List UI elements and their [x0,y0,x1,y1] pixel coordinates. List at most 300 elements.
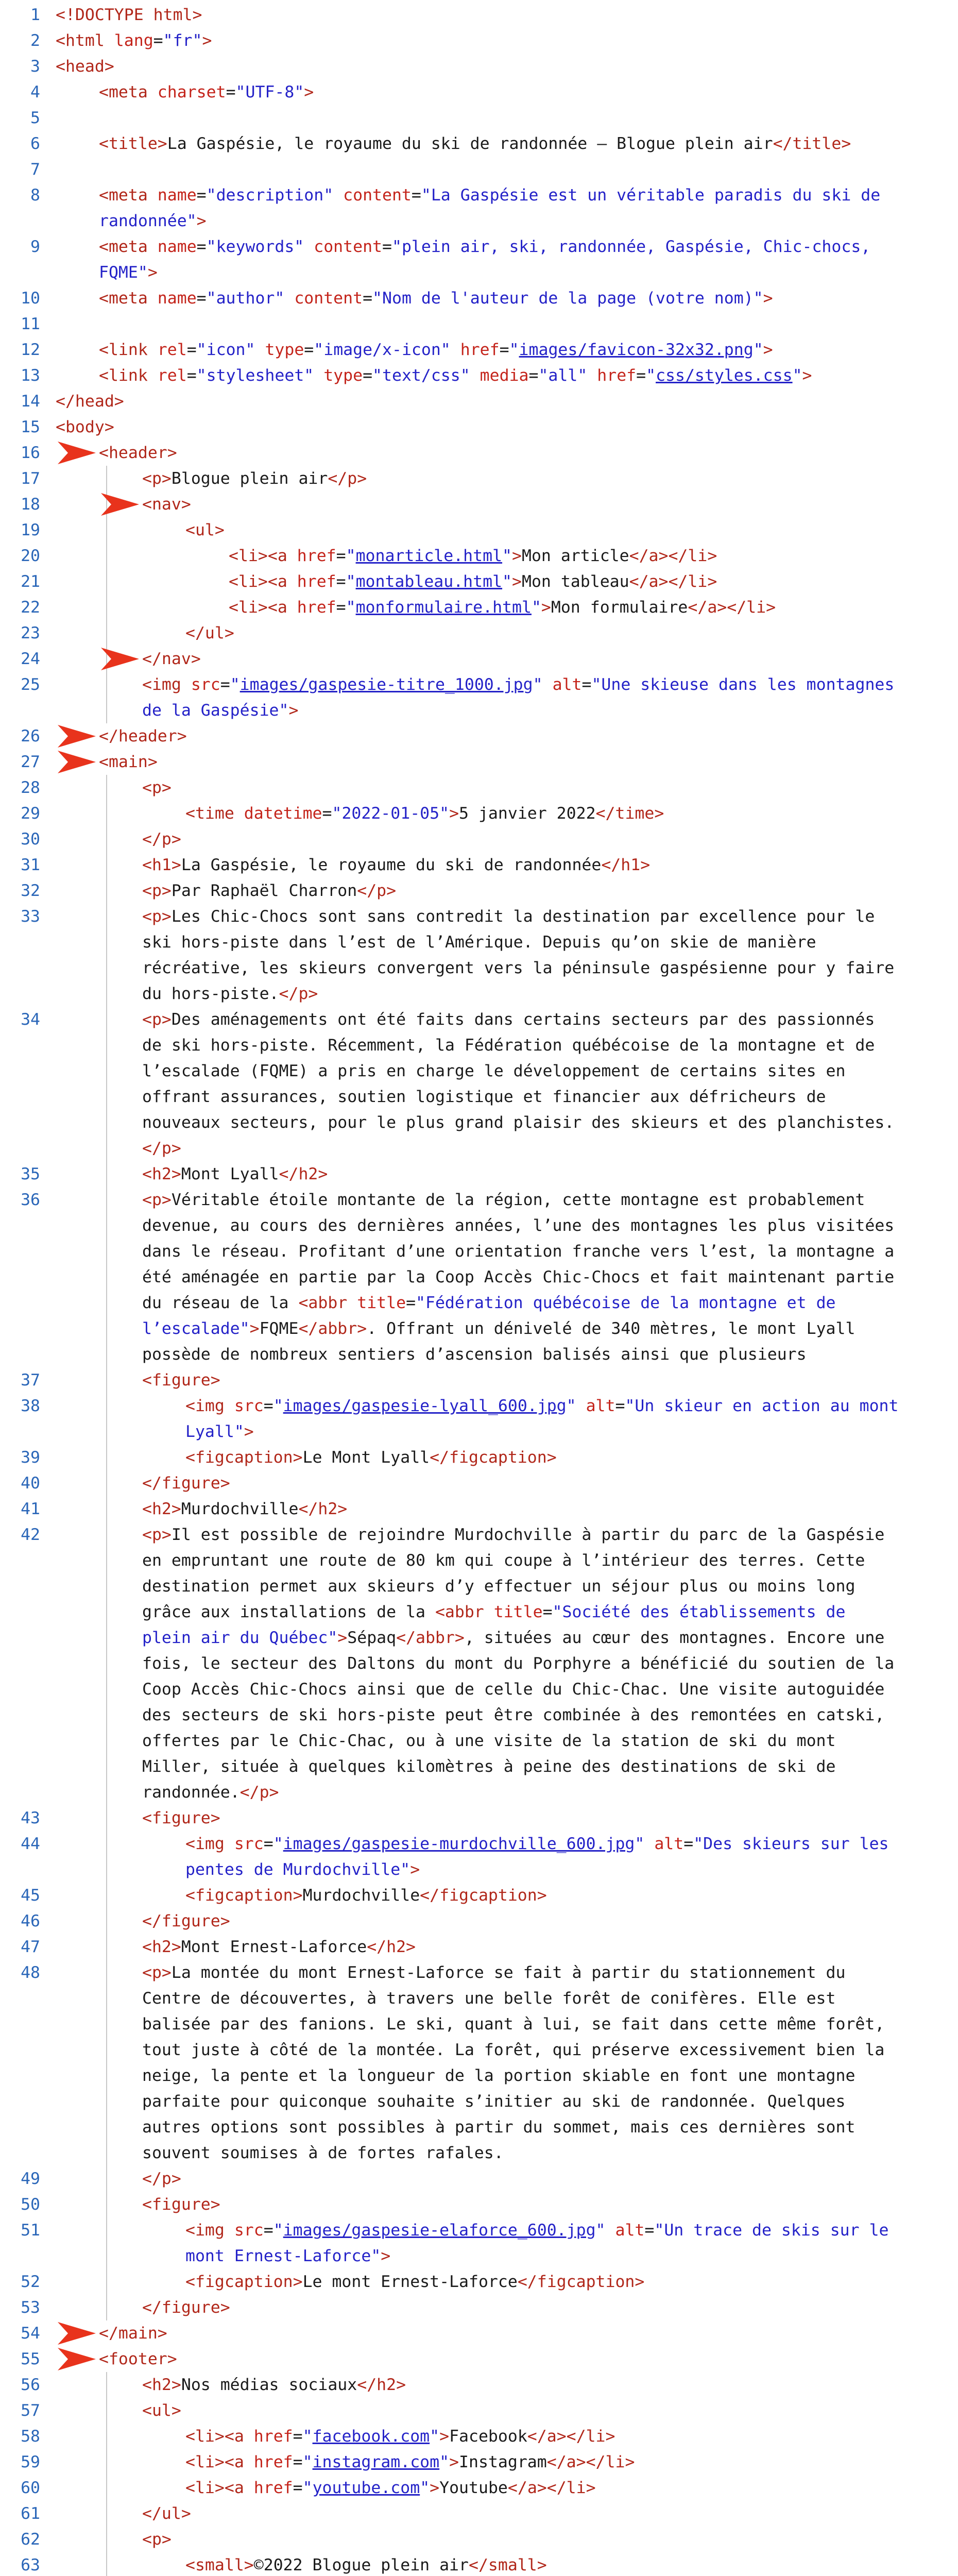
code-line-34 [0,1007,958,1032]
line-number: 11 [21,315,40,333]
line-number: 22 [21,598,40,617]
code-token: " [430,2427,440,2446]
code-token: <figcaption> [185,1886,303,1905]
code-token: <h1> [142,856,181,874]
line-number: 4 [30,83,40,101]
code-token: > [337,1629,348,1647]
code-line-wrap [0,260,958,285]
code-token: " [533,675,553,694]
line-number: 32 [21,882,40,900]
code-token: </main> [99,2324,167,2343]
code-line-63 [0,2552,958,2576]
code-token: = [581,675,592,694]
code-token: en empruntant une route de 80 km qui coupe à l’intérieur des terres. Cette [142,1551,865,1570]
code-line-33 [0,904,958,929]
code-text [185,2217,889,2243]
line-number: 40 [21,1474,40,1493]
code-token: <p> [142,1526,172,1544]
code-token: devenue, au cours des dernières années, l’une des montagnes les plus visitées [142,1216,895,1235]
code-token: "Des skieurs sur les [693,1835,889,1853]
line-number: 31 [21,856,40,874]
code-token: </p> [142,1139,181,1158]
code-text [142,2063,855,2089]
code-text [142,1960,845,1986]
code-token[interactable]: montableau.html [355,572,503,591]
code-text [142,2166,181,2192]
code-token: href [597,366,637,385]
code-text [142,929,816,955]
code-token: title [357,1294,406,1312]
line-number: 60 [21,2479,40,2497]
code-token: Murdochville [302,1886,420,1905]
code-token: <title> [99,134,167,153]
code-token: </h2> [367,1938,416,1956]
code-token: " [420,2479,430,2497]
line-number: 63 [21,2556,40,2574]
code-token: = [615,1397,625,1415]
code-token[interactable]: monformulaire.html [355,598,532,617]
line-number: 56 [21,2376,40,2394]
arrow-header-open-icon [57,437,98,468]
line-number: 39 [21,1448,40,1467]
line-number: 15 [21,418,40,436]
code-text [229,569,717,595]
code-text [185,2552,547,2576]
code-token: = [336,598,346,617]
code-text [142,1805,220,1831]
code-text [142,1754,836,1780]
code-token: neige, la pente et la longueur de la portion skiable en font une montagne [142,2066,856,2085]
code-text [142,1599,846,1625]
code-token[interactable]: images/gaspesie-elaforce_600.jpg [283,2221,596,2240]
code-line-42 [0,1522,958,1548]
code-token: <ul> [142,2401,181,2420]
code-text [142,852,650,878]
code-line-32 [0,878,958,904]
code-token: <time [185,804,244,823]
code-token: Lyall" [185,1422,244,1441]
code-token: <p> [142,1963,172,1982]
code-token: , situées au cœur des montagnes. Encore une [464,1629,885,1647]
code-token: = [293,2427,303,2446]
code-token[interactable]: youtube.com [312,2479,420,2497]
line-number: 38 [21,1397,40,1415]
code-line-60 [0,2475,958,2501]
code-token: = [293,2479,303,2497]
code-text [142,1651,894,1676]
code-text [142,1239,894,1264]
code-text [142,2192,220,2217]
line-number: 34 [21,1010,40,1029]
line-number: 13 [21,366,40,385]
code-token: "description" [206,186,344,205]
code-token: randonnée. [142,1783,240,1802]
code-token: <li><a [185,2479,254,2497]
code-token[interactable]: instagram.com [312,2453,440,2471]
code-token: " [439,2453,450,2471]
line-number: 23 [21,624,40,642]
code-line-wrap [0,981,958,1007]
code-token: " [792,366,802,385]
code-line-54 [0,2320,958,2346]
code-token: <h2> [142,2376,181,2394]
code-token: Mon tableau [521,572,629,591]
code-token: content [343,186,412,205]
code-text [99,79,314,105]
code-token: Miller, située à quelques kilomètres à peine des destinations de ski de [142,1757,836,1776]
code-token: </ul> [185,624,234,642]
code-line-46 [0,1908,958,1934]
code-token: de ski hors-piste. Récemment, la Fédération québécoise de la montagne et de [142,1036,875,1055]
code-token: </small> [469,2556,547,2574]
line-number: 25 [21,675,40,694]
code-line-wrap [0,1342,958,1364]
code-line-1 [0,2,958,28]
code-line-25 [0,672,958,698]
code-token: title [493,1603,543,1621]
code-text [185,620,234,646]
code-text [142,826,181,852]
code-line-30 [0,826,958,852]
code-token: <meta [99,186,158,205]
code-text [142,1058,845,1084]
code-token[interactable]: images/gaspesie-titre_1000.jpg [239,675,533,694]
code-token: <meta [99,83,158,101]
code-text [185,1393,898,1419]
code-line-48 [0,1960,958,1986]
code-token[interactable]: images/favicon-32x32.png [519,341,754,359]
code-token: <img [185,2221,234,2240]
code-token: name [157,186,197,205]
code-line-37 [0,1367,958,1393]
code-text [142,2527,172,2552]
code-token: = [186,366,197,385]
code-token: " [646,366,656,385]
code-text [99,723,187,749]
code-text [142,1728,836,1754]
code-token: </h2> [357,2376,406,2394]
code-token: <p> [142,882,172,900]
code-token: "image/x-icon" [314,341,460,359]
code-token: <p> [142,907,172,926]
code-token: > [410,1860,420,1879]
line-number: 10 [21,289,40,308]
code-line-wrap [0,1419,958,1445]
code-text [99,440,177,466]
code-token: = [186,341,197,359]
code-text [99,208,207,234]
code-token: du hors-piste. [142,985,279,1003]
code-text [142,1367,220,1393]
code-line-18 [0,492,958,517]
code-token: récréative, les skieurs convergent vers la péninsule gaspésienne pour y faire [142,959,895,977]
code-token: href [253,2427,293,2446]
code-text [142,2011,884,2037]
code-token: <figure> [142,2195,220,2214]
code-line-wrap [0,208,958,234]
code-line-50 [0,2192,958,2217]
code-token: " [509,341,519,359]
code-token: </h2> [298,1500,348,1518]
code-token: " [502,572,512,591]
code-text [142,646,201,672]
code-token: rel [157,341,187,359]
code-line-28 [0,775,958,801]
code-token: = [411,186,421,205]
code-token: name [157,238,197,256]
code-token: l’escalade (FQME) a pris en charge le développement de certains sites en [142,1062,846,1080]
code-token: <abbr [298,1294,357,1312]
code-text [142,955,894,981]
code-token: des secteurs de ski hors-piste peut être combinée à des remontées en catski, [142,1706,885,1724]
code-token: "Nom de l'auteur de la page (votre nom)" [372,289,763,308]
code-token[interactable]: facebook.com [312,2427,430,2446]
code-token: <!DOCTYPE html> [56,6,202,24]
code-text [142,1187,865,1213]
line-number: 14 [21,392,40,411]
line-number: 21 [21,572,40,591]
code-token: src [234,2221,264,2240]
code-text [142,1032,875,1058]
line-number: 20 [21,547,40,565]
code-token: souvent soumises à de fortes rafales. [142,2144,504,2162]
line-number: 45 [21,1886,40,1905]
code-token: nouveaux secteurs, pour le plus grand plaisir des skieurs et des planchistes. [142,1113,895,1132]
code-line-20 [0,543,958,569]
code-token[interactable]: css/styles.css [656,366,793,385]
code-text [185,1883,547,1908]
code-token: FQME [259,1319,299,1338]
code-line-53 [0,2295,958,2320]
code-line-4 [0,79,958,105]
line-number: 37 [21,1371,40,1389]
code-token: "Un skieur en action au mont [625,1397,899,1415]
code-token: > [763,341,773,359]
code-token: Mon article [521,547,629,565]
code-line-6 [0,131,958,157]
code-line-10 [0,285,958,311]
code-token: </abbr> [396,1629,465,1647]
line-number: 53 [21,2298,40,2317]
code-token: "Une skieuse dans les montagnes [591,675,895,694]
code-token: </h2> [279,1165,328,1183]
code-line-wrap [0,955,958,981]
code-token[interactable]: images/gaspesie-murdochville_600.jpg [283,1835,635,1853]
code-text [56,414,114,440]
code-line-wrap [0,2011,958,2037]
code-text [56,2,202,28]
code-token: Mont Lyall [181,1165,279,1183]
code-text [142,2037,884,2063]
code-token: Des aménagements ont été faits dans certains secteurs par des passionnés [171,1010,875,1029]
code-token: autres options sont possibles à partir du sommet, mais ces dernières sont [142,2118,856,2137]
code-token[interactable]: monarticle.html [355,547,503,565]
code-line-wrap [0,1986,958,2011]
line-number: 29 [21,804,40,823]
code-line-wrap [0,1857,958,1883]
code-token: dans le réseau. Profitant d’une orientation franche vers l’est, la montagne a [142,1242,895,1261]
code-token: " [273,1397,283,1415]
code-token: charset [157,83,226,101]
code-line-wrap [0,698,958,723]
code-token: "fr" [163,31,202,50]
code-line-wrap [0,1728,958,1754]
code-line-wrap [0,2063,958,2089]
code-token: " [502,547,512,565]
code-token: = [196,238,207,256]
code-text [185,2449,635,2475]
code-text [142,775,172,801]
code-token: <p> [142,778,172,797]
code-token: name [157,289,197,308]
code-token: tout juste à côté de la montée. La forêt, qui préserve excessivement bien la [142,2041,885,2059]
code-token: " [230,675,240,694]
code-text [142,1496,347,1522]
code-token: </p> [357,882,397,900]
code-token: </title> [773,134,851,153]
code-token: <p> [142,2530,172,2549]
code-token: mont Ernest-Laforce" [185,2247,381,2265]
code-line-wrap [0,1290,958,1316]
code-line-wrap [0,1548,958,1573]
code-text [142,1213,894,1239]
code-text [185,1445,557,1470]
code-text [99,182,880,208]
line-number: 9 [30,238,40,256]
code-token: Murdochville [181,1500,299,1518]
code-token: l’escalade" [142,1319,250,1338]
code-token: = [363,366,373,385]
code-token: offertes par le Chic-Chac, ou à une visite de la station de ski du mont [142,1732,836,1750]
code-line-52 [0,2269,958,2295]
code-text [56,54,114,79]
code-token: > [304,83,314,101]
code-token: = [336,572,346,591]
code-token: </header> [99,727,187,745]
code-token: = [304,341,314,359]
code-token: "2022-01-05" [332,804,450,823]
code-line-62 [0,2527,958,2552]
code-token: alt [552,675,582,694]
code-token: </ul> [142,2504,191,2523]
code-token: > [449,804,459,823]
line-number: 19 [21,521,40,539]
code-token: "La Gaspésie est un véritable paradis du ski de [421,186,881,205]
line-number: 50 [21,2195,40,2214]
code-text [99,2320,167,2346]
code-line-31 [0,852,958,878]
code-token: = [322,804,332,823]
line-number: 28 [21,778,40,797]
code-text [142,2398,181,2424]
code-token: </figcaption> [517,2273,645,2291]
code-line-3 [0,54,958,79]
code-token: > [249,1319,260,1338]
code-token: </a></li> [507,2479,596,2497]
line-number: 59 [21,2453,40,2471]
code-text [142,878,396,904]
code-text [99,2346,177,2372]
code-line-61 [0,2501,958,2527]
code-token: <li><a [229,547,297,565]
code-token: ©2022 Blogue plein air [253,2556,469,2574]
code-token: href [253,2479,293,2497]
arrow-nav-open-icon [100,489,141,520]
code-token: randonnée" [99,212,197,230]
code-text [185,1419,254,1445]
line-number: 49 [21,2170,40,2188]
code-token: </figure> [142,1912,230,1930]
code-text [142,698,298,723]
code-text [142,1264,894,1290]
code-token: "text/css" [372,366,480,385]
code-text [56,28,212,54]
code-token: Le Mont Lyall [302,1448,430,1467]
code-token: = [382,238,392,256]
line-number: 52 [21,2273,40,2291]
line-number: 12 [21,341,40,359]
code-line-19 [0,517,958,543]
code-line-wrap [0,1213,958,1239]
code-token: " [595,2221,615,2240]
code-text [142,1342,807,1367]
code-token: </figcaption> [420,1886,547,1905]
arrow-footer-open-icon [57,2344,98,2375]
line-number: 3 [30,57,40,76]
code-text [185,1857,420,1883]
line-number: 61 [21,2504,40,2523]
code-text [142,1934,416,1960]
code-line-43 [0,1805,958,1831]
code-token: "plein air, ski, randonnée, Gaspésie, Chic-chocs, [391,238,871,256]
line-number: 17 [21,469,40,488]
code-token: </head> [56,392,124,411]
code-token: <figure> [142,1371,220,1389]
code-text [185,801,664,826]
code-text [99,749,158,775]
code-token: <figure> [142,1809,220,1827]
code-token: </a></li> [629,572,717,591]
code-text [142,672,894,698]
code-token: rel [157,366,187,385]
code-token: Il est possible de rejoindre Murdochville à partir du parc de la Gaspésie [171,1526,885,1544]
code-text [185,2269,644,2295]
code-line-59 [0,2449,958,2475]
code-token: <nav> [142,495,191,514]
code-token[interactable]: images/gaspesie-lyall_600.jpg [283,1397,567,1415]
code-token: <meta [99,238,158,256]
code-line-11 [0,311,958,337]
code-line-7 [0,157,958,182]
code-token: </p> [142,830,181,849]
code-line-49 [0,2166,958,2192]
code-token: = [263,1397,273,1415]
code-token: </p> [239,1783,279,1802]
code-text [142,492,191,517]
code-line-47 [0,1934,958,1960]
code-text [99,337,773,363]
code-line-wrap [0,1239,958,1264]
code-token: <li><a [229,598,297,617]
code-text [142,1702,884,1728]
code-token: </h1> [601,856,651,874]
line-number: 57 [21,2401,40,2420]
code-line-wrap [0,2140,958,2166]
line-number: 16 [21,444,40,462]
code-line-22 [0,595,958,620]
code-token: " [531,598,541,617]
code-text [185,2475,596,2501]
